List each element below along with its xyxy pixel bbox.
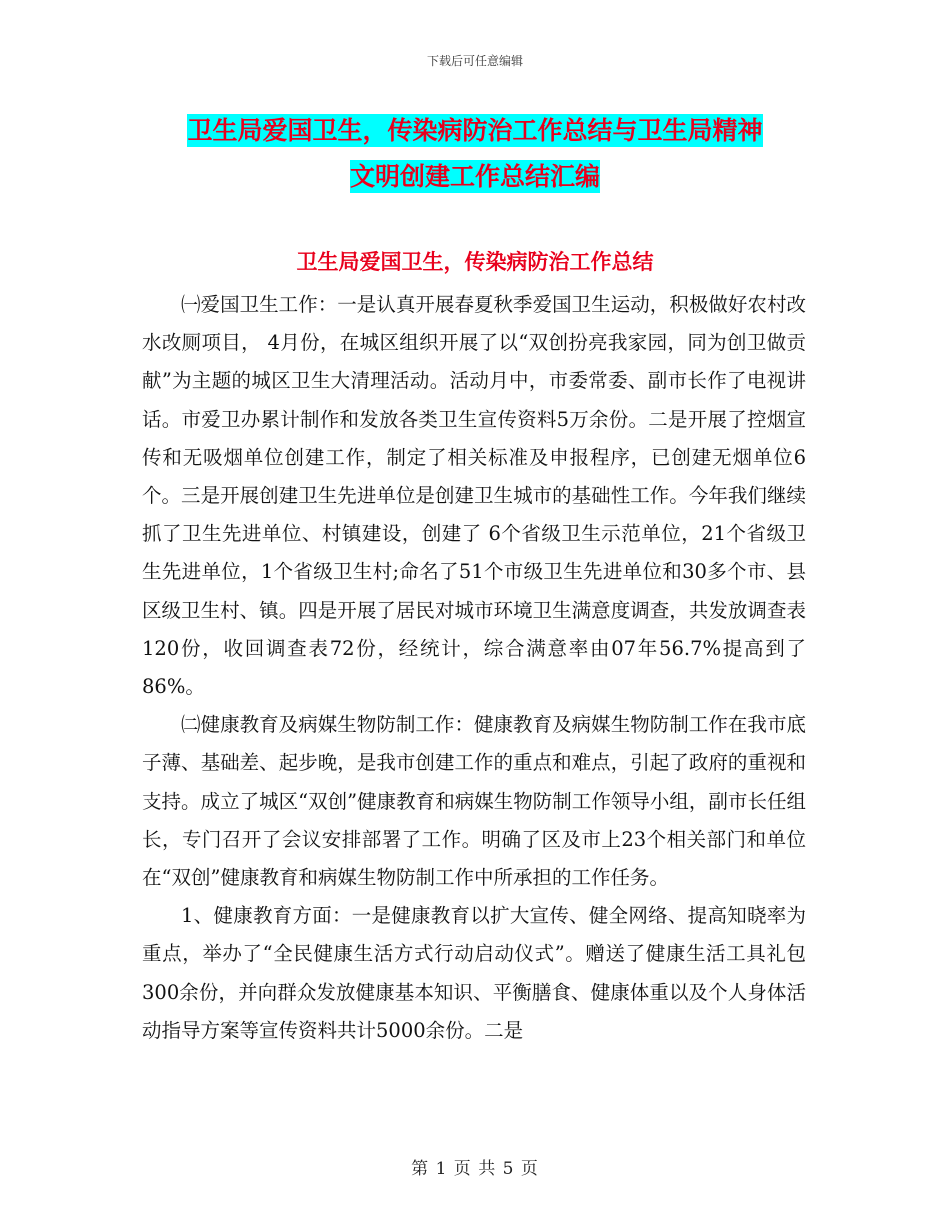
document-body [142, 286, 806, 1050]
page-number: 第 1 页 共 5 页 [411, 1159, 539, 1179]
title-line-2: 文明创建工作总结汇编 [349, 162, 600, 191]
paragraph-2: ㈡健康教育及病媒生物防制工作：健康教育及病媒生物防制工作在我市底子薄、基础差、起步晚，是我市创建工作的重点和难点，引起了政府的重视和支持。成立了城区“双创”健康教育和病媒生物防制工作领导小组，副市长任组长，专门召开了会议安排部署了工作。明确了区及市上23个相关部门和单位在“双创”健康教育和病媒生物防制工作中所承担的工作任务。 [142, 713, 806, 890]
paragraph-1: ㈠爱国卫生工作：一是认真开展春夏秋季爱国卫生运动，积极做好农村改水改厕项目， 4月份，在城区组织开展了以“双创扮亮我家园，同为创卫做贡献”为主题的城区卫生大清理活动。活动月中，市委常委、副市长作了电视讲话。市爱卫办累计制作和发放各类卫生宣传资料5万余份。二是开展了控烟宣传和无吸烟单位创建工作，制定了相关标准及申报程序，已创建无烟单位6个。三是开展创建卫生先进单位是创建卫生城市的基础性工作。今年我们继续抓了卫生先进单位、村镇建设，创建了 6个省级卫生示范单位，21个省级卫生先进单位，1个省级卫生村;命名了51个市级卫生先进单位和30多个市、县区级卫生村、镇。四是开展了居民对城市环境卫生满意度调查，共发放调查表120份，收回调查表72份，经统计，综合满意率由07年56.7%提高到了86%。 [142, 293, 806, 699]
title-line-1: 卫生局爱国卫生，传染病防治工作总结与卫生局精神 [187, 116, 763, 145]
document-title [140, 108, 810, 200]
header-note: 下载后可任意编辑 [426, 54, 523, 68]
section-title: 卫生局爱国卫生，传染病防治工作总结 [296, 249, 654, 274]
paragraph-3: 1、健康教育方面：一是健康教育以扩大宣传、健全网络、提高知晓率为重点，举办了“全民健康生活方式行动启动仪式”。赠送了健康生活工具礼包300余份，并向群众发放健康基本知识、平衡膳食、健康体重以及个人身体活动指导方案等宣传资料共计5000余份。二是 [142, 904, 806, 1042]
